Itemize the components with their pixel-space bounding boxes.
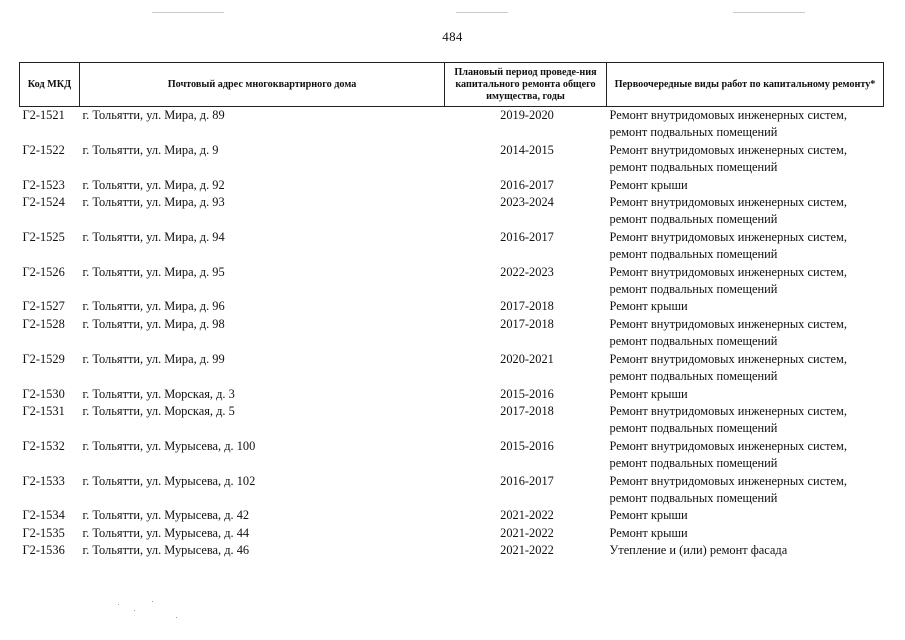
works-line: ремонт подвальных помещений (609, 125, 778, 140)
cell-address: г. Тольятти, ул. Мира, д. 92 (82, 177, 225, 192)
cell-code: Г2-1534 (22, 508, 65, 523)
cell-address: г. Тольятти, ул. Мира, д. 93 (82, 195, 225, 210)
scan-speck (152, 601, 153, 602)
works-line: Ремонт внутридомовых инженерных систем, (609, 316, 847, 331)
cell-period: 2016-2017 (500, 229, 554, 244)
cell-period: 2016-2017 (500, 473, 554, 488)
cell-address: г. Тольятти, ул. Мира, д. 99 (82, 351, 225, 366)
cell-period: 2015-2016 (500, 438, 554, 453)
works-line: Ремонт крыши (609, 386, 688, 401)
cell-period: 2021-2022 (500, 508, 554, 523)
cell-address: г. Тольятти, ул. Мира, д. 96 (82, 299, 225, 314)
cell-address: г. Тольятти, ул. Морская, д. 3 (82, 386, 235, 401)
table-row (20, 298, 884, 315)
scan-speck (134, 610, 135, 611)
cell-works (607, 438, 884, 473)
works-line: Ремонт внутридомовых инженерных систем, (609, 403, 847, 418)
works-line: Ремонт внутридомовых инженерных систем, (609, 264, 847, 279)
table-row (20, 507, 884, 524)
cell-address: г. Тольятти, ул. Морская, д. 5 (82, 403, 235, 418)
cell-code: Г2-1533 (22, 473, 65, 488)
works-line: Ремонт внутридомовых инженерных систем, (609, 195, 847, 210)
cell-address: г. Тольятти, ул. Мира, д. 9 (82, 142, 219, 157)
cell-address: г. Тольятти, ул. Мира, д. 89 (82, 108, 225, 122)
cell-works (607, 298, 884, 315)
scan-artifact-right (733, 12, 805, 13)
registry-table (19, 62, 884, 560)
cell-works (607, 525, 884, 542)
cell-period: 2023-2024 (500, 195, 554, 210)
cell-works (607, 229, 884, 264)
works-line: ремонт подвальных помещений (609, 282, 778, 297)
header-row (20, 63, 884, 107)
table-header (20, 63, 884, 107)
works-line: ремонт подвальных помещений (609, 421, 778, 436)
works-line: Ремонт крыши (609, 299, 688, 314)
table-row (20, 316, 884, 351)
cell-period: 2021-2022 (500, 543, 554, 558)
works-line: Ремонт крыши (609, 177, 688, 192)
cell-period: 2021-2022 (500, 525, 554, 540)
scan-artifact-left (152, 12, 224, 13)
works-line: Утепление и (или) ремонт фасада (609, 543, 788, 558)
cell-works (607, 542, 884, 559)
works-line: ремонт подвальных помещений (609, 160, 778, 175)
scan-speck (176, 617, 177, 618)
scan-artifact-center (456, 12, 508, 13)
works-line: Ремонт внутридомовых инженерных систем, (609, 438, 847, 453)
works-line: ремонт подвальных помещений (609, 369, 778, 384)
cell-code: Г2-1526 (22, 264, 65, 279)
cell-code: Г2-1524 (22, 195, 65, 210)
cell-code: Г2-1527 (22, 299, 65, 314)
cell-code: Г2-1532 (22, 438, 65, 453)
table-row (20, 542, 884, 559)
table-row (20, 386, 884, 403)
cell-period: 2014-2015 (500, 142, 554, 157)
cell-period: 2017-2018 (500, 299, 554, 314)
cell-code: Г2-1528 (22, 316, 65, 331)
works-line: ремонт подвальных помещений (609, 334, 778, 349)
cell-works (607, 507, 884, 524)
cell-address: г. Тольятти, ул. Мурысева, д. 42 (82, 508, 250, 523)
cell-period: 2017-2018 (500, 403, 554, 418)
cell-address: г. Тольятти, ул. Мурысева, д. 44 (82, 525, 250, 540)
table-row (20, 403, 884, 438)
cell-period: 2022-2023 (500, 264, 554, 279)
cell-address: г. Тольятти, ул. Мурысева, д. 46 (82, 543, 250, 558)
table-row (20, 264, 884, 299)
cell-code: Г2-1536 (22, 543, 65, 558)
cell-works (607, 473, 884, 508)
cell-period: 2019-2020 (500, 108, 554, 122)
table-row (20, 473, 884, 508)
header-works: Первоочередные виды работ по капитальному ремонту* (607, 63, 884, 107)
header-period: Плановый период проведе-ния капитального ремонта общего имущества, годы (445, 63, 607, 107)
cell-period: 2017-2018 (500, 316, 554, 331)
cell-code: Г2-1522 (22, 142, 65, 157)
cell-works (607, 316, 884, 351)
cell-code: Г2-1535 (22, 525, 65, 540)
table-row (20, 525, 884, 542)
cell-works (607, 386, 884, 403)
works-line: ремонт подвальных помещений (609, 490, 778, 505)
page-number: 484 (442, 29, 463, 44)
cell-works (607, 264, 884, 299)
works-line: Ремонт внутридомовых инженерных систем, (609, 229, 847, 244)
table-row (20, 229, 884, 264)
table-row (20, 177, 884, 194)
table-row (20, 142, 884, 177)
works-line: ремонт подвальных помещений (609, 212, 778, 227)
works-line: Ремонт внутридомовых инженерных систем, (609, 142, 847, 157)
scan-speck (118, 604, 119, 605)
cell-works (607, 194, 884, 229)
table-body (20, 107, 884, 560)
cell-period: 2020-2021 (500, 351, 554, 366)
table-row (20, 351, 884, 386)
cell-code: Г2-1523 (22, 177, 65, 192)
cell-code: Г2-1525 (22, 229, 65, 244)
cell-works (607, 107, 884, 142)
cell-code: Г2-1529 (22, 351, 65, 366)
cell-code: Г2-1531 (22, 403, 65, 418)
works-line: Ремонт внутридомовых инженерных систем, (609, 108, 847, 122)
cell-works (607, 351, 884, 386)
cell-works (607, 403, 884, 438)
header-code: Код МКД (20, 63, 80, 107)
works-line: Ремонт внутридомовых инженерных систем, (609, 473, 847, 488)
cell-works (607, 177, 884, 194)
table-row (20, 438, 884, 473)
cell-address: г. Тольятти, ул. Мира, д. 94 (82, 229, 225, 244)
cell-period: 2016-2017 (500, 177, 554, 192)
cell-address: г. Тольятти, ул. Мира, д. 98 (82, 316, 225, 331)
works-line: Ремонт внутридомовых инженерных систем, (609, 351, 847, 366)
cell-address: г. Тольятти, ул. Мира, д. 95 (82, 264, 225, 279)
table-row (20, 194, 884, 229)
works-line: Ремонт крыши (609, 525, 688, 540)
cell-code: Г2-1521 (22, 108, 65, 122)
cell-period: 2015-2016 (500, 386, 554, 401)
works-line: Ремонт крыши (609, 508, 688, 523)
cell-address: г. Тольятти, ул. Мурысева, д. 102 (82, 473, 256, 488)
cell-works (607, 142, 884, 177)
cell-address: г. Тольятти, ул. Мурысева, д. 100 (82, 438, 256, 453)
cell-code: Г2-1530 (22, 386, 65, 401)
header-address: Почтовый адрес многоквартирного дома (80, 63, 445, 107)
works-line: ремонт подвальных помещений (609, 247, 778, 262)
works-line: ремонт подвальных помещений (609, 456, 778, 471)
table-row (20, 107, 884, 142)
